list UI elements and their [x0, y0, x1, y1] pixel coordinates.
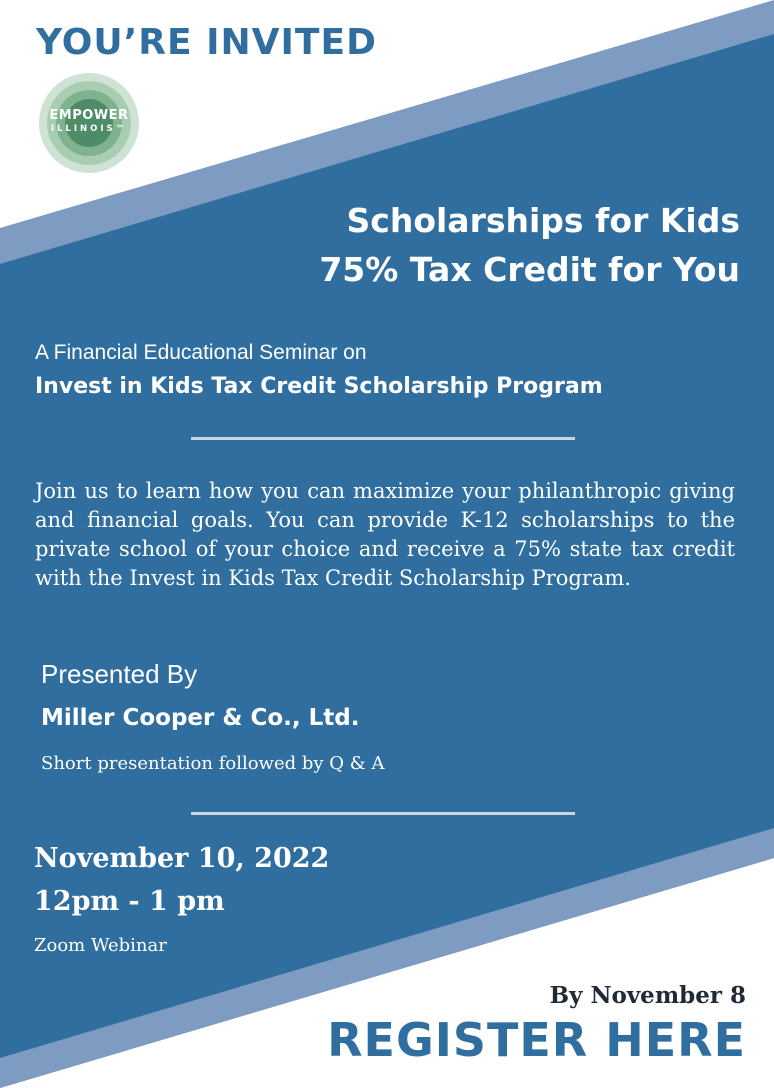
- seminar-intro: A Financial Educational Seminar on: [35, 341, 367, 364]
- registration-deadline: By November 8: [549, 982, 746, 1009]
- logo-text-illinois: ILLINOIS™: [50, 124, 128, 134]
- event-description: Join us to learn how you can maximize your philanthropic giving and financial goals. You can provide K-12 scholarships to the private school of your choice and receive a 75% state tax credit with the Invest in Kids Tax Credit Scholarship Program.: [35, 479, 735, 590]
- divider-top: [191, 437, 575, 440]
- presented-by-label: Presented By: [41, 659, 198, 689]
- invite-heading: YOU’RE INVITED: [36, 22, 377, 63]
- program-name: Invest in Kids Tax Credit Scholarship Program: [35, 374, 603, 399]
- presentation-format: Short presentation followed by Q & A: [41, 753, 385, 774]
- event-time: 12pm - 1 pm: [34, 886, 225, 917]
- event-venue: Zoom Webinar: [34, 935, 167, 956]
- empower-illinois-logo-icon: [38, 72, 140, 174]
- register-here-link[interactable]: REGISTER HERE: [327, 1013, 746, 1067]
- logo-text-empower: EMPOWER: [49, 108, 129, 123]
- presenter-name: Miller Cooper & Co., Ltd.: [41, 705, 360, 731]
- headline-tax-credit: 75% Tax Credit for You: [319, 250, 740, 289]
- event-date: November 10, 2022: [34, 843, 330, 874]
- headline-scholarships: Scholarships for Kids: [346, 201, 740, 240]
- divider-bottom: [191, 812, 575, 815]
